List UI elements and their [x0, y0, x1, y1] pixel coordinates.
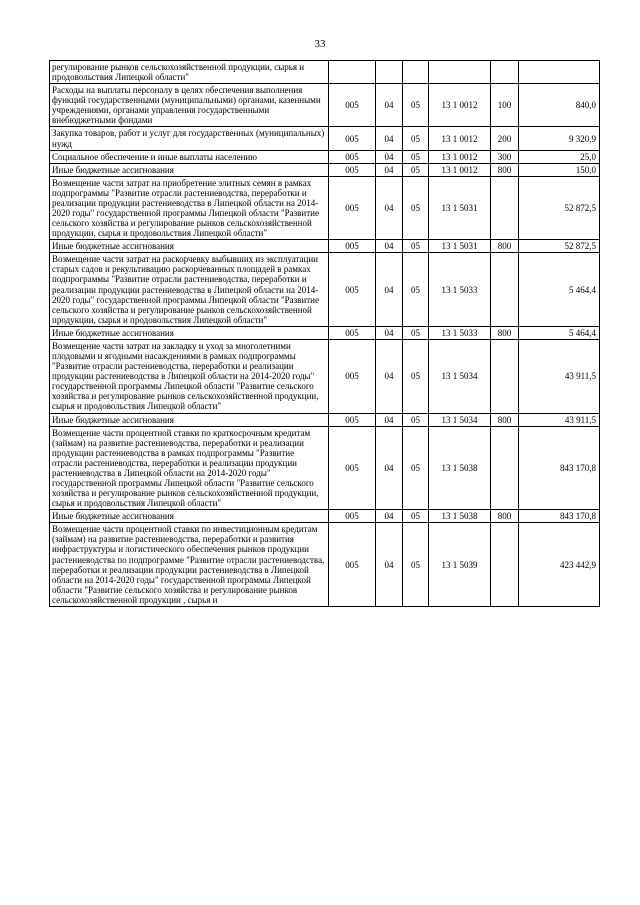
subsection-code-cell: 05 [403, 176, 429, 239]
subsection-code-cell: 05 [403, 339, 429, 413]
item-name-cell: Иные бюджетные ассигнования [50, 326, 329, 339]
section-code-cell: 04 [376, 150, 403, 163]
expense-type-cell [491, 253, 519, 327]
target-article-cell: 13 1 0012 [429, 84, 491, 127]
subsection-code-cell: 05 [403, 240, 429, 253]
amount-cell: 150,0 [519, 163, 600, 176]
expense-type-cell: 100 [491, 84, 519, 127]
target-article-cell: 13 1 5033 [429, 253, 491, 327]
target-article-cell: 13 1 5038 [429, 510, 491, 523]
table-row [50, 326, 600, 339]
item-name-cell: Иные бюджетные ассигнования [50, 413, 329, 426]
table-row [50, 84, 600, 127]
amount-cell: 5 464,4 [519, 326, 600, 339]
subsection-code-cell: 05 [403, 253, 429, 327]
subsection-code-cell: 05 [403, 510, 429, 523]
subsection-code-cell: 05 [403, 413, 429, 426]
item-name-cell: Возмещение части процентной ставки по краткосрочным кредитам (займам) на развитие растениеводства, переработки и реализации продукции растениеводства в рамках подпрограммы "Развитие отрасли растениеводства, переработки и реализации продукции растениеводства в Липецкой области на 2014-2020 годы" государственной программы Липецкой области "Развитие сельского хозяйства и регулирование рынков сельскохозяйственной продукции, сырья и продовольствия Липецкой области" [50, 426, 329, 510]
table-row [50, 150, 600, 163]
budget-table [49, 60, 600, 607]
admin-code-cell [329, 61, 376, 84]
expense-type-cell: 200 [491, 127, 519, 150]
admin-code-cell: 005 [329, 426, 376, 510]
item-name-cell: Иные бюджетные ассигнования [50, 163, 329, 176]
item-name-cell: Возмещение части затрат на закладку и уход за многолетними плодовыми и ягодными насаждениями в рамках подпрограммы "Развитие отрасли растениеводства, переработки и реализации продукции растениеводства в Липецкой области на 2014-2020 годы" государственной программы Липецкой области "Развитие сельского хозяйства и регулирование рынков сельскохозяйственной продукции, сырья и продовольствия Липецкой области" [50, 339, 329, 413]
section-code-cell: 04 [376, 163, 403, 176]
table-row [50, 253, 600, 327]
target-article-cell [429, 61, 491, 84]
table-row [50, 523, 600, 607]
amount-cell: 52 872,5 [519, 176, 600, 239]
page-number: 33 [314, 38, 326, 50]
subsection-code-cell: 05 [403, 127, 429, 150]
admin-code-cell: 005 [329, 240, 376, 253]
amount-cell: 43 911,5 [519, 413, 600, 426]
admin-code-cell: 005 [329, 253, 376, 327]
table-row [50, 413, 600, 426]
admin-code-cell: 005 [329, 510, 376, 523]
item-name-cell: Расходы на выплаты персоналу в целях обеспечения выполнения функций государственными (муниципальными) органами, казенными учреждениями, органами управления государственными внебюджетными фондами [50, 84, 329, 127]
expense-type-cell: 800 [491, 163, 519, 176]
expense-type-cell [491, 176, 519, 239]
section-code-cell: 04 [376, 339, 403, 413]
expense-type-cell: 800 [491, 326, 519, 339]
table-row [50, 339, 600, 413]
admin-code-cell: 005 [329, 84, 376, 127]
expense-type-cell: 800 [491, 240, 519, 253]
expense-type-cell: 800 [491, 413, 519, 426]
table-row [50, 240, 600, 253]
table-row [50, 127, 600, 150]
subsection-code-cell: 05 [403, 426, 429, 510]
expense-type-cell [491, 61, 519, 84]
subsection-code-cell: 05 [403, 163, 429, 176]
target-article-cell: 13 1 5038 [429, 426, 491, 510]
section-code-cell: 04 [376, 426, 403, 510]
admin-code-cell: 005 [329, 150, 376, 163]
target-article-cell: 13 1 0012 [429, 150, 491, 163]
target-article-cell: 13 1 5031 [429, 176, 491, 239]
subsection-code-cell [403, 61, 429, 84]
expense-type-cell [491, 339, 519, 413]
section-code-cell: 04 [376, 176, 403, 239]
section-code-cell [376, 61, 403, 84]
section-code-cell: 04 [376, 510, 403, 523]
target-article-cell: 13 1 5034 [429, 413, 491, 426]
expense-type-cell [491, 523, 519, 607]
target-article-cell: 13 1 0012 [429, 163, 491, 176]
item-name-cell: Иные бюджетные ассигнования [50, 510, 329, 523]
section-code-cell: 04 [376, 84, 403, 127]
subsection-code-cell: 05 [403, 84, 429, 127]
amount-cell: 423 442,9 [519, 523, 600, 607]
admin-code-cell: 005 [329, 339, 376, 413]
section-code-cell: 04 [376, 413, 403, 426]
table-row [50, 426, 600, 510]
subsection-code-cell: 05 [403, 150, 429, 163]
target-article-cell: 13 1 0012 [429, 127, 491, 150]
section-code-cell: 04 [376, 253, 403, 327]
expense-type-cell: 800 [491, 510, 519, 523]
amount-cell: 843 170,8 [519, 510, 600, 523]
subsection-code-cell: 05 [403, 326, 429, 339]
admin-code-cell: 005 [329, 523, 376, 607]
item-name-cell: Возмещение части процентной ставки по инвестиционным кредитам (займам) на развитие растениеводства, переработки и развития инфраструктуры и логистического обеспечения рынков продукции растениеводства по подпрограмме "Развитие отрасли растениеводства, переработки и реализации продукции растениеводства в Липецкой области на 2014-2020 годы" государственной программы Липецкой области "Развитие сельского хозяйства и регулирование рынков сельскохозяйственной продукции , сырья и [50, 523, 329, 607]
expense-type-cell [491, 426, 519, 510]
amount-cell: 43 911,5 [519, 339, 600, 413]
table-row [50, 176, 600, 239]
item-name-cell: Возмещение части затрат на приобретение элитных семян в рамках подпрограммы "Развитие отрасли растениеводства, переработки и реализации продукции растениеводства в Липецкой области на 2014-2020 годы" государственной программы Липецкой области "Развитие сельского хозяйства и регулирование рынков сельскохозяйственной продукции, сырья и продовольствия Липецкой области" [50, 176, 329, 239]
table-row [50, 61, 600, 84]
item-name-cell: Социальное обеспечение и иные выплаты населению [50, 150, 329, 163]
amount-cell: 52 872,5 [519, 240, 600, 253]
amount-cell: 9 320,9 [519, 127, 600, 150]
admin-code-cell: 005 [329, 163, 376, 176]
admin-code-cell: 005 [329, 326, 376, 339]
admin-code-cell: 005 [329, 176, 376, 239]
item-name-cell: Закупка товаров, работ и услуг для государственных (муниципальных) нужд [50, 127, 329, 150]
amount-cell: 25,0 [519, 150, 600, 163]
table-row [50, 510, 600, 523]
item-name-cell: Возмещение части затрат на раскорчевку выбывших из эксплуатации старых садов и рекультивацию раскорчеванных площадей в рамках подпрограммы "Развитие отрасли растениеводства, переработки и реализации продукции растениеводства в Липецкой области на 2014-2020 годы" государственной программы Липецкой области "Развитие сельского хозяйства и регулирование рынков сельскохозяйственной продукции, сырья и продовольствия Липецкой области" [50, 253, 329, 327]
section-code-cell: 04 [376, 523, 403, 607]
expense-type-cell: 300 [491, 150, 519, 163]
amount-cell: 5 464,4 [519, 253, 600, 327]
target-article-cell: 13 1 5033 [429, 326, 491, 339]
item-name-cell: регулирование рынков сельскохозяйственной продукции, сырья и продовольствия Липецкой области" [50, 61, 329, 84]
amount-cell [519, 61, 600, 84]
table-body [50, 61, 600, 607]
item-name-cell: Иные бюджетные ассигнования [50, 240, 329, 253]
subsection-code-cell: 05 [403, 523, 429, 607]
section-code-cell: 04 [376, 326, 403, 339]
target-article-cell: 13 1 5039 [429, 523, 491, 607]
admin-code-cell: 005 [329, 127, 376, 150]
target-article-cell: 13 1 5034 [429, 339, 491, 413]
amount-cell: 843 170,8 [519, 426, 600, 510]
amount-cell: 840,0 [519, 84, 600, 127]
target-article-cell: 13 1 5031 [429, 240, 491, 253]
section-code-cell: 04 [376, 127, 403, 150]
section-code-cell: 04 [376, 240, 403, 253]
admin-code-cell: 005 [329, 413, 376, 426]
table-row [50, 163, 600, 176]
